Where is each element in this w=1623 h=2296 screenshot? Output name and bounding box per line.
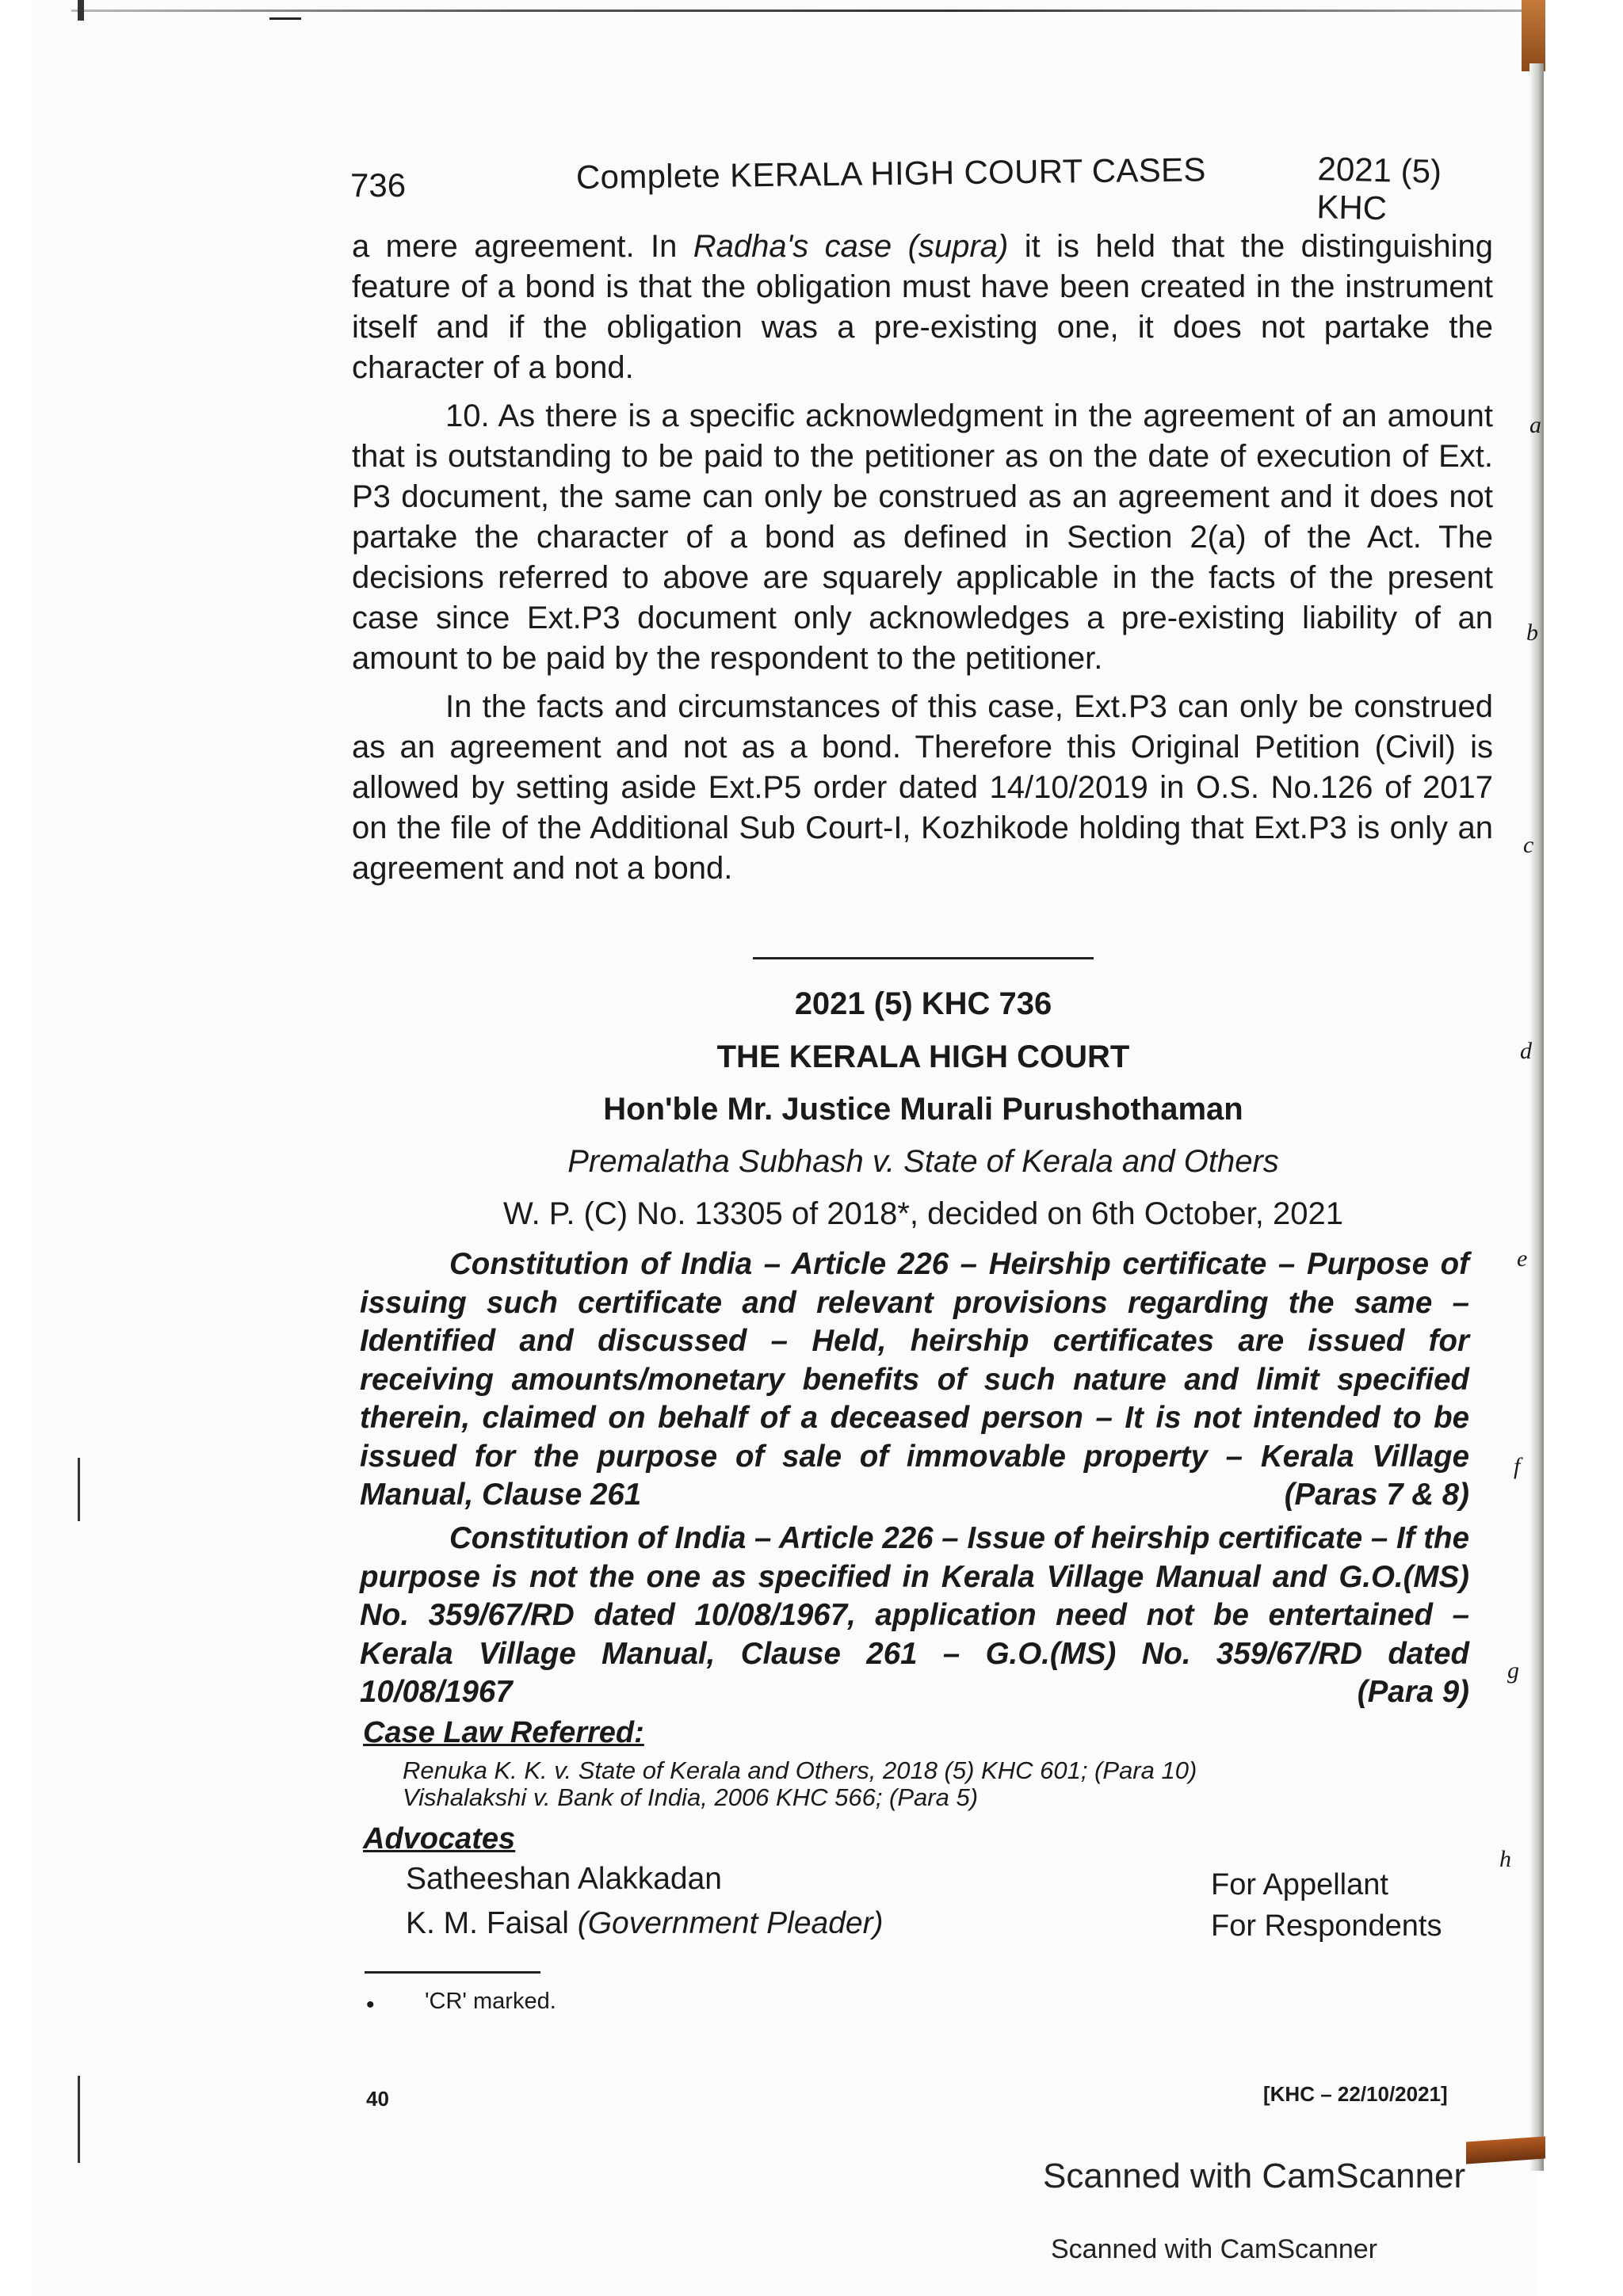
advocate-name: K. M. Faisal (Government Pleader): [406, 1906, 884, 1940]
case-parties: Premalatha Subhash v. State of Kerala and Others: [567, 1144, 1279, 1179]
margin-letter: a: [1529, 412, 1541, 438]
previous-judgment: [352, 227, 1493, 889]
headnote-1: [360, 1245, 1469, 1515]
paragraph-10: 10. As there is a specific acknowledgment in the agreement of an amount that is outstanding to be paid to the petitioner as on the date of execution of Ext. P3 document, the same can only be construed as an agreement and it does not partake the character of a bond as defined in Section 2(a) of the Act. The decisions referred to above are squarely applicable in the facts of the present case since Ext.P3 document only acknowledges a pre-existing liability of an amount to be paid by the respondent to the petitioner.: [352, 399, 1493, 676]
scanner-watermark: Scanned with CamScanner: [1043, 2157, 1466, 2195]
case-law-list: [403, 1757, 1354, 1811]
header-citation: 2021 (5) KHC: [1316, 150, 1442, 227]
case-law-item: Vishalakshi v. Bank of India, 2006 KHC 566; (Para 5): [403, 1783, 979, 1811]
case-citation: 2021 (5) KHC 736: [794, 986, 1052, 1021]
case-law-item: Renuka K. K. v. State of Kerala and Others, 2018 (5) KHC 601; (Para 10): [403, 1756, 1197, 1784]
margin-letter: d: [1520, 1038, 1532, 1064]
top-edge-mark: [269, 17, 301, 20]
paragraph-continuation: a mere agreement. In Radha's case (supra) it is held that the distinguishing feature of a bond is that the obligation must have been created in the instrument itself and if the obligation was a pre-existing one, it does not partake the character of a bond.: [352, 229, 1493, 385]
advocate-designation: (Government Pleader): [577, 1906, 884, 1940]
advocate-role: For Respondents: [1211, 1909, 1442, 1943]
headnote-paras: (Para 9): [1357, 1675, 1469, 1709]
footnote-bullet: •: [366, 1992, 375, 2018]
advocate-name: Satheeshan Alakkadan: [406, 1862, 722, 1896]
section-divider: [753, 957, 1094, 959]
margin-letter: e: [1517, 1245, 1528, 1272]
paragraph-final: In the facts and circumstances of this case, Ext.P3 can only be construed as an agreement and not as a bond. Therefore this Original Petition (Civil) is allowed by setting aside Ext.P5 order dated 14/10/2019 in O.S. No.126 of 2017 on the file of the Additional Sub Court-I, Kozhikode holding that Ext.P3 is only an agreement and not a bond.: [352, 689, 1493, 886]
advocates-heading: Advocates: [363, 1822, 516, 1855]
case-number: W. P. (C) No. 13305 of 2018*, decided on 6th October, 2021: [503, 1196, 1343, 1231]
headnote-text: Constitution of India – Article 226 – Heirship certificate – Purpose of issuing such certificate and relevant provisions regarding the same – Identified and discussed – Held, heirship certificates are issued for receiving amounts/monetary benefits of such nature and limit specified therein, claimed on behalf of a deceased person – It is not intended to be issued for the purpose of sale of immovable property – Kerala Village Manual, Clause 261: [360, 1247, 1469, 1512]
footer-issue-date: [KHC – 22/10/2021]: [1263, 2082, 1448, 2106]
publication-title: Complete KERALA HIGH COURT CASES: [575, 151, 1206, 196]
left-edge-mark: [78, 2076, 80, 2163]
page-number: 736: [350, 166, 407, 204]
running-header: [350, 150, 1503, 227]
left-edge-mark: [78, 1458, 80, 1521]
margin-letter: h: [1499, 1846, 1511, 1872]
margin-letter: g: [1507, 1657, 1519, 1684]
footnote: 'CR' marked.: [425, 1989, 556, 2014]
margin-letter: f: [1514, 1453, 1521, 1479]
margin-letter: c: [1523, 832, 1534, 858]
scanner-watermark-small: Scanned with CamScanner: [1051, 2234, 1378, 2264]
court-name: THE KERALA HIGH COURT: [716, 1039, 1130, 1074]
headnote-text: Constitution of India – Article 226 – Issue of heirship certificate – If the purpose is not the one as specified in Kerala Village Manual and G.O.(MS) No. 359/67/RD dated 10/08/1967, application need not be entertained – Kerala Village Manual, Clause 261 – G.O.(MS) No. 359/67/RD dated 10/08/1967: [360, 1521, 1469, 1709]
case-law-heading: Case Law Referred:: [363, 1716, 644, 1749]
headnote-paras: (Paras 7 & 8): [1284, 1478, 1469, 1512]
footer-page-count: 40: [366, 2087, 389, 2111]
advocate-role: For Appellant: [1211, 1868, 1388, 1901]
page-edge-shadow-top: [1522, 0, 1545, 71]
page-edge-shadow: [1529, 63, 1544, 2171]
headnote-2: [360, 1520, 1469, 1712]
top-edge-rule: [71, 10, 1537, 12]
judge-name: Hon'ble Mr. Justice Murali Purushothaman: [603, 1092, 1243, 1127]
left-edge-mark: [78, 0, 84, 21]
case-name: Radha's case (supra): [693, 229, 1009, 264]
footnote-rule: [365, 1971, 540, 1974]
margin-letter: b: [1526, 620, 1538, 646]
